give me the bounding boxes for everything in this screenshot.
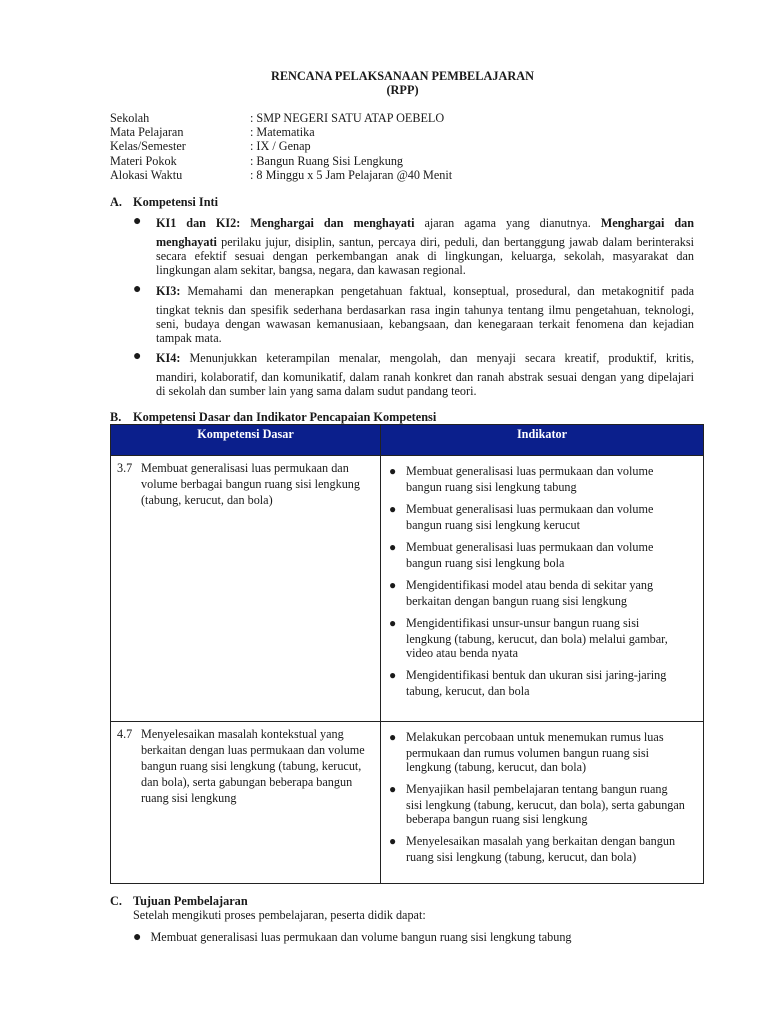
bullet-icon: ● bbox=[133, 282, 142, 297]
list-item: ● Membuat generalisasi luas permukaan dan volume bangun ruang sisi lengkung tabung bbox=[133, 930, 572, 945]
document-subtitle: (RPP) bbox=[386, 83, 419, 97]
tujuan-intro: Setelah mengikuti proses pembelajaran, peserta didik dapat: bbox=[133, 908, 426, 922]
list-item: ● Menyajikan hasil pembelajaran tentang bangun ruang sisi lengkung (tabung, kerucut, dan bola), serta gabungan beberapa bangun ruang sisi lengkung bbox=[389, 782, 685, 826]
document-title: RENCANA PELAKSANAAN PEMBELAJARAN bbox=[270, 69, 535, 83]
section-b-heading: B. Kompetensi Dasar dan Indikator Pencapaian Kompetensi bbox=[110, 410, 437, 424]
identity-row-mapel: Mata Pelajaran : Matematika bbox=[110, 125, 315, 140]
bullet-icon: ● bbox=[389, 502, 397, 516]
bullet-icon: ● bbox=[389, 834, 397, 848]
indicator-list bbox=[381, 722, 703, 876]
bullet-icon: ● bbox=[389, 668, 397, 682]
kd-indikator-table bbox=[110, 424, 704, 884]
identity-row-kelas: Kelas/Semester : IX / Genap bbox=[110, 139, 311, 154]
bullet-icon: ● bbox=[133, 214, 142, 229]
indicator-list bbox=[381, 456, 703, 710]
column-header-kd: Kompetensi Dasar bbox=[111, 425, 381, 456]
list-item: ● Membuat generalisasi luas permukaan dan volume bangun ruang sisi lengkung tabung bbox=[389, 464, 654, 494]
identity-row-alokasi: Alokasi Waktu : 8 Minggu x 5 Jam Pelajaran @40 Menit bbox=[110, 167, 453, 182]
section-c-heading: C. Tujuan Pembelajaran bbox=[110, 894, 248, 908]
list-item: ● Melakukan percobaan untuk menemukan rumus luas permukaan dan rumus volumen bangun ruang sisi lengkung (tabung, kerucut, dan bola) bbox=[389, 730, 664, 774]
list-item: ● Mengidentifikasi unsur-unsur bangun ruang sisi lengkung (tabung, kerucut, dan bola) melalui gambar, video atau benda nyata bbox=[389, 616, 668, 660]
section-a-heading: A. Kompetensi Inti bbox=[110, 195, 219, 209]
list-item: ● Mengidentifikasi model atau benda di sekitar yang berkaitan dengan bangun ruang sisi lengkung bbox=[389, 578, 654, 608]
table-row bbox=[111, 722, 704, 884]
ki4-item: ● KI4: Menunjukkan keterampilan menalar, mengolah, dan menyaji secara kreatif, produktif, kritis, mandiri, kolaboratif, dan komunikatif, dalam ranah konkret dan ranah abstrak sesuai dengan yang dipelajari di sekolah dan sumber lain yang sama dalam sudut pandang teori. bbox=[133, 349, 695, 398]
bullet-icon: ● bbox=[389, 464, 397, 478]
bullet-icon: ● bbox=[133, 930, 142, 945]
list-item: ● Menyelesaikan masalah yang berkaitan dengan bangun ruang sisi lengkung (tabung, kerucut, dan bola) bbox=[389, 834, 676, 864]
bullet-icon: ● bbox=[389, 578, 397, 592]
identity-block bbox=[110, 111, 452, 182]
bullet-icon: ● bbox=[389, 782, 397, 796]
table-row bbox=[111, 456, 704, 722]
bullet-icon: ● bbox=[389, 730, 397, 744]
list-item: ● Membuat generalisasi luas permukaan dan volume bangun ruang sisi lengkung kerucut bbox=[389, 502, 654, 532]
bullet-icon: ● bbox=[389, 616, 397, 630]
bullet-icon: ● bbox=[389, 540, 397, 554]
list-item: ● Mengidentifikasi bentuk dan ukuran sisi jaring-jaring tabung, kerucut, dan bola bbox=[389, 668, 667, 698]
identity-row-materi: Materi Pokok : Bangun Ruang Sisi Lengkung bbox=[110, 153, 404, 168]
ki3-item: ● KI3: Memahami dan menerapkan pengetahuan faktual, konseptual, prosedural, dan metakognitif pada tingkat teknis dan spesifik sederhana berdasarkan rasa ingin tahunya tentang ilmu pengetahuan, teknologi, seni, budaya dengan wawasan kemanusiaan, kebangsaan, dan kenegaraan terkait fenomena dan kejadian tampak mata. bbox=[133, 282, 695, 345]
ki1-ki2-item: ● KI1 dan KI2: Menghargai dan menghayati ajaran agama yang dianutnya. Menghargai dan menghayati perilaku jujur, disiplin, santun, percaya diri, peduli, dan bertanggung jawab dalam berinteraksi secara efektif sesuai dengan perkembangan anak di lingkungan, keluarga, sekolah, masyarakat dan lingkungan alam sekitar, bangsa, negara, dan kawasan regional. bbox=[133, 214, 695, 277]
list-item: ● Membuat generalisasi luas permukaan dan volume bangun ruang sisi lengkung bola bbox=[389, 540, 654, 570]
table-header-row bbox=[111, 425, 704, 456]
identity-row-sekolah: Sekolah : SMP NEGERI SATU ATAP OEBELO bbox=[110, 111, 445, 125]
bullet-icon: ● bbox=[133, 349, 142, 364]
kd-cell: 4.7 Menyelesaikan masalah kontekstual yang berkaitan dengan luas permukaan dan volume bangun ruang sisi lengkung (tabung, kerucut, dan bola), serta gabungan beberapa bangun ruang sisi lengkung bbox=[117, 727, 365, 805]
column-header-indikator: Indikator bbox=[381, 425, 704, 456]
kd-cell: 3.7 Membuat generalisasi luas permukaan dan volume berbagai bangun ruang sisi lengkung (tabung, kerucut, dan bola) bbox=[117, 461, 360, 507]
